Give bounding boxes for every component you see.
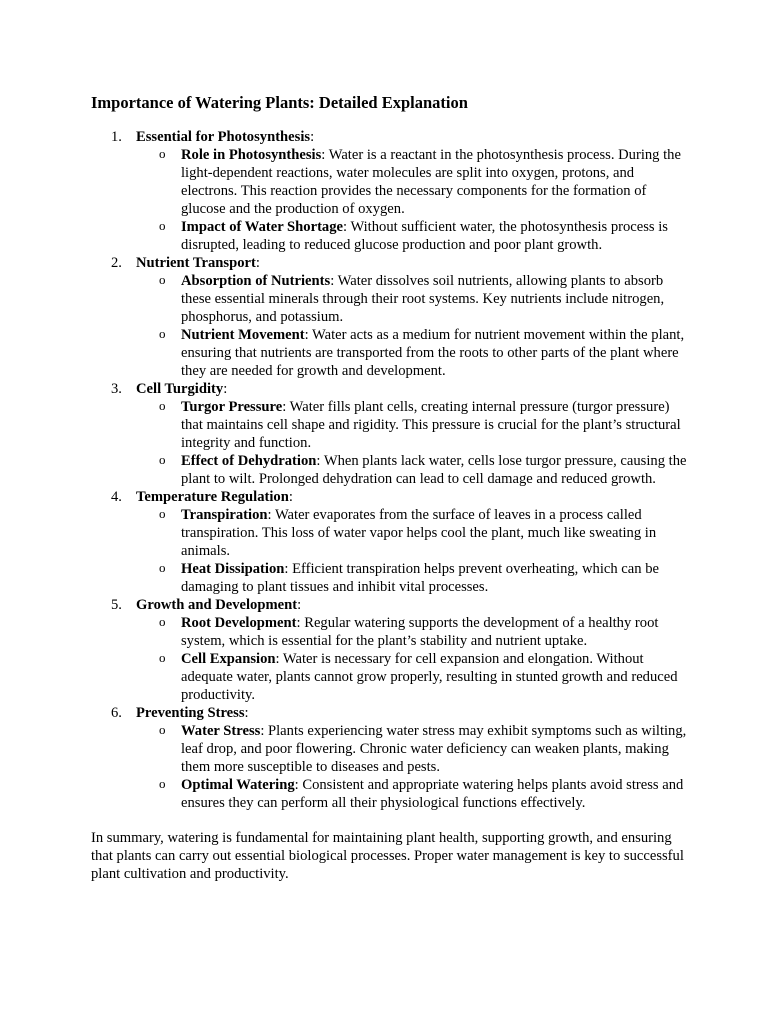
- point-term: Turgor Pressure: [181, 399, 283, 415]
- section-heading-text: Essential for Photosynthesis: [136, 129, 311, 145]
- point-text: : When plants lack water, cells lose turgor pressure, causing the plant to wilt. Prolonged dehydration can lead to cell damage and reduced growth.: [181, 453, 687, 487]
- hollow-bullet-icon: o: [159, 218, 166, 233]
- section-heading: Temperature Regulation:: [136, 489, 293, 505]
- point-list: [136, 146, 687, 254]
- point-text: : Water acts as a medium for nutrient movement within the plant, ensuring that nutrients are transported from the roots to other parts of the plant where they are needed for growth and development.: [181, 327, 685, 379]
- list-item: [136, 650, 687, 704]
- point-text: : Regular watering supports the development of a healthy root system, which is essential for the plant’s stability and nutrient uptake.: [181, 615, 659, 649]
- point-term: Role in Photosynthesis: [181, 147, 322, 163]
- section-number: 1.: [111, 129, 122, 145]
- summary-paragraph: In summary, watering is fundamental for maintaining plant health, supporting growth, and ensuring that plants can carry out essential biological processes. Proper water management is key to successful plant cultivation and productivity.: [91, 830, 684, 882]
- hollow-bullet-icon: o: [159, 272, 166, 287]
- point-list: [136, 398, 687, 488]
- list-item-section-3: [91, 380, 687, 488]
- section-heading-text: Nutrient Transport: [136, 255, 256, 271]
- list-item-section-6: [91, 704, 687, 812]
- point-term: Root Development: [181, 615, 297, 631]
- hollow-bullet-icon: o: [159, 326, 166, 341]
- point-term: Absorption of Nutrients: [181, 273, 331, 289]
- list-item: [136, 398, 687, 452]
- point-list: [136, 614, 687, 704]
- point-term: Cell Expansion: [181, 651, 276, 667]
- list-item-section-1: [91, 128, 687, 254]
- point-text: : Plants experiencing water stress may exhibit symptoms such as wilting, leaf drop, and poor flowering. Chronic water deficiency can weaken plants, making them more susceptible to diseases and pests.: [181, 723, 687, 775]
- point-term: Water Stress: [181, 723, 261, 739]
- list-item: [136, 560, 687, 596]
- list-item-section-5: [91, 596, 687, 704]
- point-text: : Without sufficient water, the photosynthesis process is disrupted, leading to reduced glucose production and poor plant growth.: [181, 219, 668, 253]
- list-item: [136, 146, 687, 218]
- point-text: : Water evaporates from the surface of leaves in a process called transpiration. This loss of water vapor helps cool the plant, much like sweating in animals.: [181, 507, 657, 559]
- section-heading: Preventing Stress:: [136, 705, 249, 721]
- point-text: : Water dissolves soil nutrients, allowing plants to absorb these essential minerals through their root systems. Key nutrients include nitrogen, phosphorus, and potassium.: [181, 273, 665, 325]
- point-term: Transpiration: [181, 507, 268, 523]
- list-item-section-4: [91, 488, 687, 596]
- list-item: [136, 326, 687, 380]
- document-page: [91, 92, 687, 883]
- hollow-bullet-icon: o: [159, 560, 166, 575]
- list-item: [136, 614, 687, 650]
- point-text: : Water fills plant cells, creating internal pressure (turgor pressure) that maintains cell shape and rigidity. This pressure is crucial for the plant’s structural integrity and function.: [181, 399, 681, 451]
- list-item-section-2: [91, 254, 687, 380]
- point-list: [136, 272, 687, 380]
- hollow-bullet-icon: o: [159, 614, 166, 629]
- section-number: 5.: [111, 597, 122, 613]
- point-text: : Efficient transpiration helps prevent overheating, which can be damaging to plant tissues and inhibit vital processes.: [181, 561, 659, 595]
- point-term: Optimal Watering: [181, 777, 295, 793]
- point-term: Nutrient Movement: [181, 327, 305, 343]
- section-list: [91, 128, 687, 812]
- point-term: Effect of Dehydration: [181, 453, 317, 469]
- point-text: : Consistent and appropriate watering helps plants avoid stress and ensures they can perform all their physiological functions effectively.: [181, 777, 684, 811]
- section-heading: Growth and Development:: [136, 597, 302, 613]
- section-heading: Cell Turgidity:: [136, 381, 228, 397]
- section-heading-text: Growth and Development: [136, 597, 298, 613]
- section-number: 2.: [111, 255, 122, 271]
- point-list: [136, 506, 687, 596]
- hollow-bullet-icon: o: [159, 398, 166, 413]
- list-item: [136, 272, 687, 326]
- list-item: [136, 722, 687, 776]
- hollow-bullet-icon: o: [159, 506, 166, 521]
- section-heading-text: Preventing Stress: [136, 705, 245, 721]
- list-item: [136, 452, 687, 488]
- section-heading: Nutrient Transport:: [136, 255, 260, 271]
- section-heading-text: Temperature Regulation: [136, 489, 289, 505]
- point-term: Impact of Water Shortage: [181, 219, 343, 235]
- hollow-bullet-icon: o: [159, 452, 166, 467]
- hollow-bullet-icon: o: [159, 776, 166, 791]
- section-heading: Essential for Photosynthesis:: [136, 129, 315, 145]
- list-item: [136, 506, 687, 560]
- section-heading-text: Cell Turgidity: [136, 381, 224, 397]
- section-number: 4.: [111, 489, 122, 505]
- section-number: 6.: [111, 705, 122, 721]
- point-list: [136, 722, 687, 812]
- document-title: Importance of Watering Plants: Detailed Explanation: [91, 93, 468, 112]
- list-item: [136, 776, 687, 812]
- point-text: : Water is necessary for cell expansion and elongation. Without adequate water, plants cannot grow properly, resulting in stunted growth and reduced productivity.: [181, 651, 678, 703]
- hollow-bullet-icon: o: [159, 146, 166, 161]
- point-term: Heat Dissipation: [181, 561, 285, 577]
- section-number: 3.: [111, 381, 122, 397]
- list-item: [136, 218, 687, 254]
- point-text: : Water is a reactant in the photosynthesis process. During the light-dependent reactions, water molecules are split into oxygen, protons, and electrons. This reaction provides the necessary components for the formation of glucose and the production of oxygen.: [181, 147, 681, 217]
- hollow-bullet-icon: o: [159, 722, 166, 737]
- hollow-bullet-icon: o: [159, 650, 166, 665]
